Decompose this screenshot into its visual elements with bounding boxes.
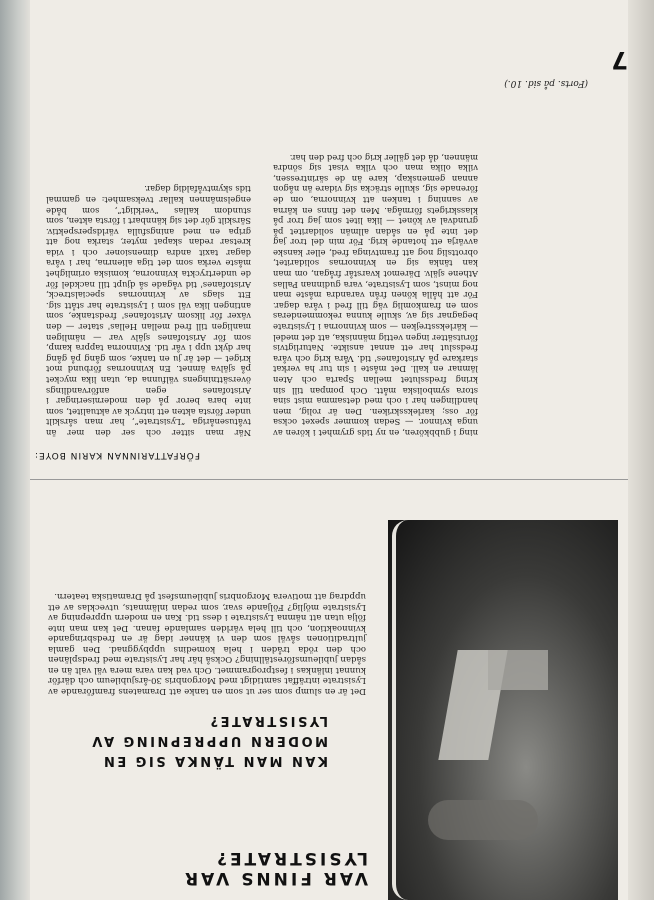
magazine-page xyxy=(30,0,628,900)
photo-highlight xyxy=(428,800,538,840)
divider xyxy=(30,479,628,480)
photo-highlight xyxy=(488,650,548,690)
page-edge xyxy=(628,0,654,900)
author-byline: FÖRFATTARINNAN KARIN BOYE: xyxy=(34,450,200,460)
article-photo xyxy=(388,520,618,900)
page-number: 7 xyxy=(611,46,628,74)
article-intro: Det är en slump som ser ut som en tanke att Dramatens framförande av Lysistrate inträffat samtidigt med Morgonbris 30-årsjubileum och därför kunnat inlänkas i festprogrammet. Och vad kan vara mera väl valt än en sådan jubileumsföreställning? Också här har Lysistrate med fredsplänen och den röda tråden i hela komedins uppbyggnad. Den gamla jultraditionen såväl som den vi känner idag är en fredsbringande kvinnoaktion, och till hela världen samlande fanan. Det kan man inte följa utan att nämna Lysistrate i dess tid. Kan en modern upprepning av Lysistrate möjlig? Följande svar, som redan inlämnats, utvecklas av ett uppdrag att motivera Morgonbris jubileumsfest på Dramatiska teatern. xyxy=(48,591,366,696)
continued-note: (Forts. på sid. 10.) xyxy=(504,78,588,88)
article-subheadline: KAN MAN TÄNKA SIG EN MODERN UPPREPNING AV LYSISTRATE? xyxy=(89,713,328,768)
article-headline: VAR FINNS VAR LYSISTRATE? xyxy=(182,848,368,888)
binding-edge xyxy=(0,0,30,900)
body-column-2: ning i gubbkören, en ny tids grymhet i kören av unga kvinnor. — Sedan kommer spexet ocksa för oss; karleksskriken. Den är rolig, men handlingen har i och med detsamma mist sina stora symboliska mått. Och pompan till sin kring fredsslutet mellan Sparta och Aten lämnar en kall. Det måste i sin tur ha verkat starkare på Aristofanes' tid. Våra krig och våra fredsslut har ett annat ansikte. Naturligtvis förutsätter ingen vettig människa, att det medel — kärleksstrejken — som kvinnorna i Lysistrate begagnar sig av, skulle kunna rekommenderas som en framkomlig väg till fred i våra dagar. För att hålla könen från varandra måste man nog minst, som Lysistrate, vara gudinnan Pallas Athene själv. Däremot kvarstår frågan, om man kan tänka sig en kvinnornas solidaritet, obrottslig nog att framtvinga fred, eller kanske avvärja ett hotande krig. För min del tror jag det inte på en sådan allmän solidaritet på grundval av könet — lika litet som jag tror på klasskrigets förmåga. Men det finns en kärna av sanning i tanken att kvinnorna, om de förenade sig, skulle sträcka sig vidare än någon annan gemenskap, kare än de särintressen, vilka olika man och vilka visat sig söndra männen, då det gäller krig och fred den har. xyxy=(273,152,478,438)
photo-curve xyxy=(392,520,408,900)
body-column-1: När man sitter och ser den mer än tvåtusenåriga ”Lysistrate”, har man sårskilt under första akten ett intryck av aktualitet, som inte bara beror på den moderniseringar i Aristofanes egen anförvandlings översättningens välfunna da, utan lika mycket på själva ämnet. En kvinnornas förbund mot kriget — det är ju en tanke, som gång på gång har dykt upp i vår tid. Kvinnorna tappra kamp, som för Aristofanes själv var — nämligen manligen till fred mellan Hellas' stater — den växer för liksom Aristofanes' fredstanke, som antingen lika väl som i Lysistrate har stått sig. Ett slags av kvinnornas specialstreck, Aristofanes' tid vågade så djupt till nackdel för de undertryckta kvinnorna, komiska orimlighet måste verka som det tiga alienrna, har i våra dagar taxit andra dimensioner och i vida kretsar redan skapat myter, starka nog att gripa en med aningsfulla världsperspektiv. Särskilt gör det sig kännbart i första akten, som stundom kallas ”verkligt”, som både engelsmännen kallar tveksamhet: en gammal tids skymtvåfaldig dagar. xyxy=(46,184,251,438)
